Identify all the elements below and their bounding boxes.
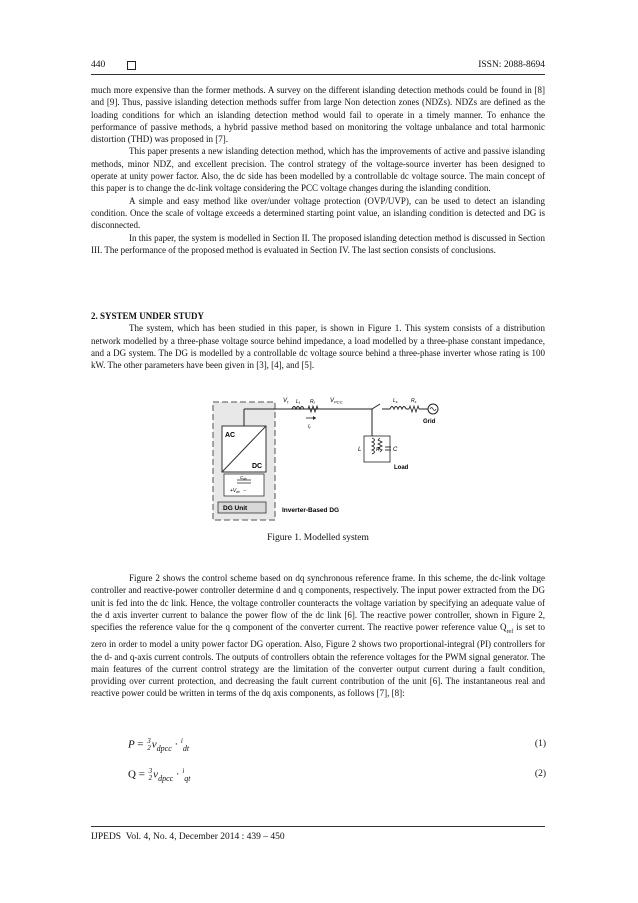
cdc-label: $C_{dc}$ <box>240 475 247 481</box>
load-r-label: R <box>376 447 380 453</box>
journal-details: Vol. 4, No. 4, December 2014 : 439 – 450 <box>125 832 285 842</box>
issn: ISSN: 2088-8694 <box>478 60 545 70</box>
ac-label: AC <box>225 432 236 439</box>
load-l-label: L <box>358 447 362 453</box>
equation-1-number: (1) <box>534 739 546 749</box>
dc-label: DC <box>252 463 263 470</box>
rs-resistor <box>409 406 419 412</box>
intro-text <box>91 84 545 256</box>
equation-1: P = 3 2 $v_{dpcc} \cdot ^i_{dt}$ (1) <box>128 737 546 753</box>
control-scheme-text <box>91 572 545 700</box>
page-number: 440 <box>91 60 106 70</box>
figure-1-caption: Figure 1. Modelled system <box>267 533 369 543</box>
ls-inductor <box>390 407 406 410</box>
section-heading: 2. SYSTEM UNDER STUDY <box>91 311 205 321</box>
if-label: $I_f$ <box>308 424 311 430</box>
vpcc-label: $V_{PCC}$ <box>330 398 343 405</box>
header-square-icon <box>127 61 136 70</box>
paragraph-4: In this paper, the system is modelled in Section II. The proposed islanding detection method is discussed in Section III. The performance of the proposed method is evaluated in Section IV. The last section consists of conclusions. <box>91 232 545 255</box>
load-c-label: C <box>393 447 398 453</box>
breaker-switch <box>372 404 380 409</box>
section-2-paragraph: The system, which has been studied in this paper, is shown in Figure 1. This system consists of a distribution network modelled by a three-phase voltage source behind impedance, a load modelled by a three-phase constant impedance, and a DG system. The DG is modelled by a controllable dc voltage source behind a three-phase inverter whose rating is 100 kW. The other parameters have been given in [3], [4], and [5]. <box>91 323 545 371</box>
footer-rule <box>91 826 545 827</box>
section-2 <box>91 310 545 371</box>
ls-label: $L_s$ <box>393 398 398 404</box>
inverter-based-dg-label: Inverter-Based DG <box>282 507 340 514</box>
vdc-label: $+V_{dc}$ − <box>230 488 246 494</box>
equation-2: Q = 3 2 $v_{dpcc} \cdot ^i_{qt}$ (2) <box>128 767 546 783</box>
journal-name: IJPEDS <box>91 832 122 842</box>
load-label: Load <box>394 465 409 471</box>
figure-1-diagram <box>212 390 444 522</box>
paragraph-3: A simple and easy method like over/under voltage protection (OVP/UVP), can be used to detect an islanding condition. Once the scale of voltage exceeds a determined starting point value, an islanding condition is detected and DG is disconnected. <box>91 195 545 231</box>
rf-label: $R_f$ <box>310 399 315 405</box>
lf-label: $L_f$ <box>296 399 300 405</box>
paragraph-1: much more expensive than the former methods. A survey on the different islanding detection methods could be found in [8] and [9]. Thus, passive islanding detection methods suffer from large Non detection zones (NDZs). NDZs are defined as the loading conditions for which an islanding detection method would fail to operate in a timely manner. To enhance the performance of passive methods, a hybrid passive method based on monitoring the voltage unbalance and total harmonic distortion (THD) was proposed in [7]. <box>91 85 545 145</box>
rs-label: $R_s$ <box>411 398 417 404</box>
page-footer <box>91 832 285 842</box>
grid-label: Grid <box>423 419 436 425</box>
if-arrowhead <box>313 416 316 420</box>
load-inductor <box>372 438 375 454</box>
page-header <box>91 60 545 74</box>
equation-2-number: (2) <box>534 769 546 779</box>
vf-label: $V_f$ <box>283 398 289 405</box>
paragraph-fig2: Figure 2 shows the control scheme based on dq synchronous reference frame. In this scheme, the dc-link voltage controller and reactive-power controller determine d and q components, respectively. The input power extracted from the DG unit is fed into the dc link. Hence, the voltage controller counteracts the voltage variation by specifying an adequate value of the d axis inverter current to balance the power flow of the dc link [6]. The reactive power controller, shown in Figure 2, specifies the reference value for the q component of the converter current. The reactive power reference value $Q_{ref}$ is set to zero in order to model a unity power factor DG operation. Also, Figure 2 shows two proportional-integral (PI) controllers for the d- and q-axis current controls. The outputs of controllers obtain the reference voltages for the PWM signal generator. The main features of the current control strategy are the limitation of the converter output current during a fault condition, providing over current protection, and decreasing the fault current contribution of the unit [6]. The instantaneous real and reactive power could be written in terms of the dq axis components, as follows [7], [8]: <box>91 573 545 699</box>
header-rule <box>91 74 545 75</box>
dg-unit-label: DG Unit <box>223 505 248 512</box>
paragraph-2: This paper presents a new islanding detection method, which has the improvements of active and passive islanding methods, minor NDZ, and excellent precision. The control strategy of the voltage-source inverter has been designed to operate at unity power factor. Also, the dc side has been modelled by a controllable dc voltage source. The main concept of this paper is to change the dc-link voltage considering the PCC voltage changes during the islanding condition. <box>91 146 545 194</box>
